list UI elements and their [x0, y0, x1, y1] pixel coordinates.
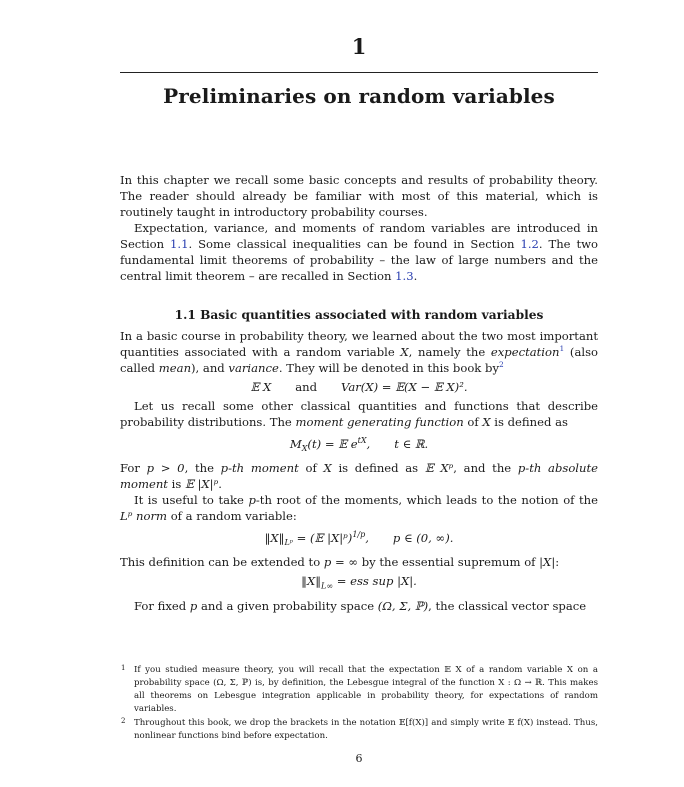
section-paragraph-3: For p > 0, the p-th moment of X is defined as 𝔼 Xᵖ, and the p-th absolute moment is 𝔼 |X|ᵖ. — [120, 461, 599, 492]
chapter-number: 1 — [351, 34, 367, 59]
section-paragraph-4: It is useful to take p-th root of the moments, which leads to the notion of the Lᵖ norm of a random variable: — [120, 493, 598, 524]
chapter-rule — [120, 72, 598, 73]
footnote-2 — [120, 717, 598, 743]
equation-mgf: $M_X(t)$ = 𝔼 $e^{tX}$, t ∈ ℝ. — [289, 436, 429, 454]
footnotes — [120, 664, 598, 744]
page-number: 6 — [355, 752, 363, 765]
main-text — [120, 172, 598, 614]
section-link-1-3[interactable]: 1.3 — [395, 269, 414, 283]
footnote-1-mark: 1 — [121, 664, 126, 672]
intro-paragraph-2: Expectation, variance, and moments of random variables are introduced in Section 1.1. Some classical inequalities can be found in Section 1.2. The two fundamental limit theorems of probability – the law of large numbers and the central limit theorem – are recalled in Section 1.3. — [120, 221, 599, 283]
footnote-2-mark: 2 — [121, 717, 126, 725]
intro-paragraph-1: In this chapter we recall some basic concepts and results of probability theory. The reader should already be familiar with most of this material, which is routinely taught in introductory probability courses. — [120, 173, 598, 219]
equation-expectation-variance: 𝔼 X and Var(X) = 𝔼(X − 𝔼 X)². — [250, 380, 468, 394]
footnote-1 — [120, 664, 598, 716]
chapter-title: Preliminaries on random variables — [163, 84, 555, 108]
section-link-1-1[interactable]: 1.1 — [170, 237, 189, 251]
equation-linf-norm: $‖X‖_{L\infty}$ = ess sup |X|. — [301, 574, 417, 591]
footnote-ref-2[interactable]: 2 — [499, 360, 504, 369]
section-paragraph-6: For fixed p and a given probability space (Ω, Σ, ℙ), the classical vector space — [134, 598, 587, 613]
section-link-1-2[interactable]: 1.2 — [520, 237, 539, 251]
section-heading: 1.1 Basic quantities associated with random variables — [174, 308, 544, 322]
footnote-ref-1[interactable]: 1 — [559, 344, 565, 353]
footnote-1-text: If you studied measure theory, you will recall that the expectation 𝔼 X of a random variable X on a probability space (Ω, Σ, ℙ) is, by definition, the Lebesgue integral of the function X : Ω → ℝ. This makes all theorems on Lebesgue integration applicable in probability theory, for expectations of random variables. — [134, 665, 598, 714]
footnote-2-text: Throughout this book, we drop the brackets in the notation 𝔼[f(X)] and simply write 𝔼 f(X) instead. Thus, nonlinear functions bind before expectation. — [134, 718, 598, 741]
section-paragraph-1: In a basic course in probability theory, we learned about the two most important quantities associated with a random variable X, namely the expectation$^1$ (also called mean), and variance. They will be denoted in this book by$^2$ — [120, 329, 598, 375]
section-paragraph-2: Let us recall some other classical quantities and functions that describe probability distributions. The moment generating function of X is defined as — [120, 399, 598, 429]
equation-lp-norm: $‖X‖_{Lᵖ}$ = (𝔼 |X|ᵖ)$^{1/p}$, p ∈ (0, ∞). — [264, 530, 454, 548]
section-paragraph-5: This definition can be extended to p = ∞ by the essential supremum of |X|: — [120, 555, 560, 570]
